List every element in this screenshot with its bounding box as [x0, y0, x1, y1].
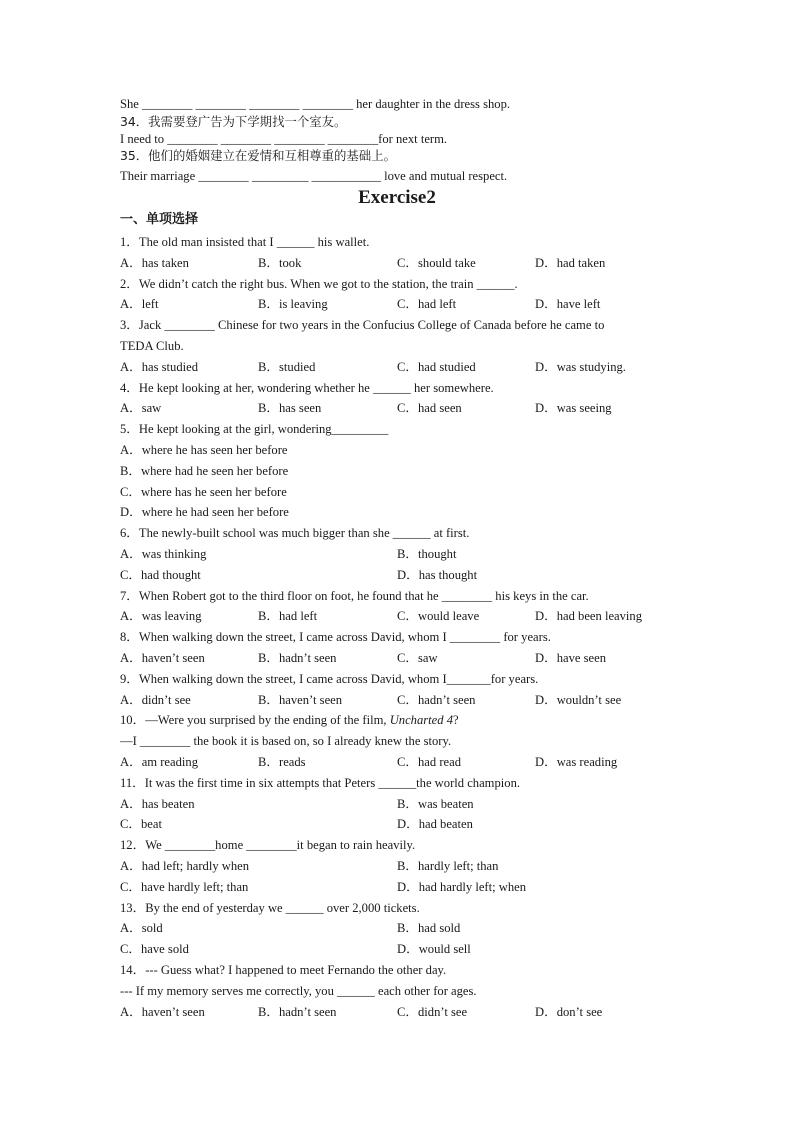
option-a: A．where he has seen her before: [120, 443, 288, 457]
option-c: C．had studied: [397, 360, 476, 374]
option-a: A．haven’t seen: [120, 651, 205, 665]
option-c: C．saw: [397, 651, 438, 665]
option-a: A．haven’t seen: [120, 1005, 205, 1019]
question-stem-text: 10．—Were you surprised by the ending of the film,: [120, 713, 390, 727]
question-stem-continued: TEDA Club.: [120, 339, 184, 353]
option-d: D．have seen: [535, 651, 606, 665]
option-a: A．left: [120, 297, 159, 311]
question-stem: 4．He kept looking at her, wondering whether he ______ her somewhere.: [120, 381, 494, 395]
question-stem: 8．When walking down the street, I came across David, whom I ________ for years.: [120, 630, 551, 644]
option-d: D．was seeing: [535, 401, 612, 415]
option-d: D．had been leaving: [535, 609, 643, 623]
option-d: D．had taken: [535, 256, 606, 270]
option-b: B．reads: [258, 755, 306, 769]
option-d: D．would sell: [397, 942, 471, 956]
question-stem: 7．When Robert got to the third floor on foot, he found that he ________ his keys in the car.: [120, 589, 589, 603]
option-c: C．had read: [397, 755, 461, 769]
option-d: D．has thought: [397, 568, 478, 582]
q35-prompt: 35．他们的婚姻建立在爱情和互相尊重的基础上。: [120, 148, 396, 163]
option-b: B．thought: [397, 547, 457, 561]
question-stem: 12．We ________home ________it began to rain heavily.: [120, 838, 416, 852]
option-c: C．hadn’t seen: [397, 693, 476, 707]
question-stem: 6．The newly-built school was much bigger than she ______ at first.: [120, 526, 470, 540]
film-title: Uncharted 4: [389, 713, 454, 727]
option-a: A．has taken: [120, 256, 189, 270]
option-a: A．has studied: [120, 360, 199, 374]
question-stem: 1．The old man insisted that I ______ his wallet.: [120, 235, 370, 249]
question-stem-continued: --- If my memory serves me correctly, you ______ each other for ages.: [120, 984, 477, 998]
option-b: B．hadn’t seen: [258, 1005, 337, 1019]
option-d: D．wouldn’t see: [535, 693, 622, 707]
option-c: C．have sold: [120, 942, 189, 956]
option-b: B．hardly left; than: [397, 859, 499, 873]
option-d: D．was studying.: [535, 360, 626, 374]
option-c: C．had seen: [397, 401, 462, 415]
option-c: C．would leave: [397, 609, 480, 623]
option-a: A．was thinking: [120, 547, 207, 561]
section-heading: 一、单项选择: [120, 212, 199, 227]
question-stem: 11．It was the first time in six attempts that Peters ______the world champion.: [120, 776, 521, 790]
option-c: C．had left: [397, 297, 457, 311]
option-b: B．had left: [258, 609, 318, 623]
option-c: C．had thought: [120, 568, 201, 582]
q34-prompt: 34．我需要登广告为下学期找一个室友。: [120, 114, 347, 129]
option-a: A．didn’t see: [120, 693, 191, 707]
question-stem: 14．--- Guess what? I happened to meet Fernando the other day.: [120, 963, 447, 977]
question-stem: 3．Jack ________ Chinese for two years in the Confucius College of Canada before he came to: [120, 318, 605, 332]
option-b: B．studied: [258, 360, 316, 374]
q35-line: Their marriage ________ _________ ___________ love and mutual respect.: [120, 169, 508, 183]
exercise-title: Exercise2: [358, 187, 436, 208]
option-d: D．don’t see: [535, 1005, 603, 1019]
question-stem-end: ?: [453, 713, 459, 727]
question-stem: 13．By the end of yesterday we ______ over 2,000 tickets.: [120, 901, 420, 915]
option-b: B．hadn’t seen: [258, 651, 337, 665]
option-a: A．has beaten: [120, 797, 195, 811]
option-a: A．was leaving: [120, 609, 202, 623]
option-d: D．had beaten: [397, 817, 473, 831]
question-stem: [120, 712, 459, 728]
option-c: C．should take: [397, 256, 476, 270]
option-b: B．took: [258, 256, 302, 270]
question-stem: 2．We didn’t catch the right bus. When we got to the station, the train ______.: [120, 277, 518, 291]
option-b: B．haven’t seen: [258, 693, 343, 707]
option-b: B．where had he seen her before: [120, 464, 289, 478]
option-a: A．had left; hardly when: [120, 859, 250, 873]
option-b: B．is leaving: [258, 297, 328, 311]
option-a: A．sold: [120, 921, 163, 935]
option-d: D．had hardly left; when: [397, 880, 527, 894]
option-d: D．was reading: [535, 755, 618, 769]
option-b: B．was beaten: [397, 797, 474, 811]
option-b: B．had sold: [397, 921, 461, 935]
question-stem: 9．When walking down the street, I came across David, whom I_______for years.: [120, 672, 539, 686]
q34-line: I need to ________ ________ ________ ________for next term.: [120, 132, 448, 146]
option-c: C．have hardly left; than: [120, 880, 249, 894]
option-b: B．has seen: [258, 401, 322, 415]
option-c: C．didn’t see: [397, 1005, 468, 1019]
question-stem: 5．He kept looking at the girl, wondering_________: [120, 422, 389, 436]
option-a: A．am reading: [120, 755, 198, 769]
q33-line: She ________ ________ ________ ________ her daughter in the dress shop.: [120, 97, 511, 111]
option-d: D．where he had seen her before: [120, 505, 289, 519]
option-a: A．saw: [120, 401, 162, 415]
option-c: C．beat: [120, 817, 162, 831]
option-c: C．where has he seen her before: [120, 485, 287, 499]
question-stem-continued: —I ________ the book it is based on, so I already knew the story.: [120, 734, 452, 748]
option-d: D．have left: [535, 297, 601, 311]
